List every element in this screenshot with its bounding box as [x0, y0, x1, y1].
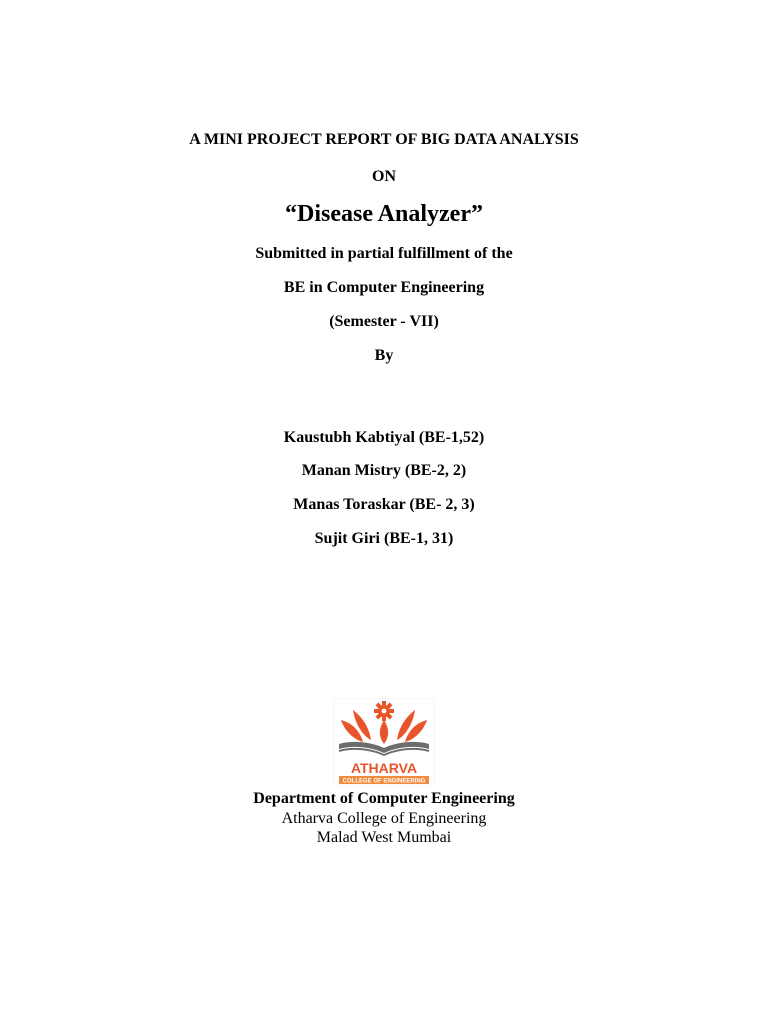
author-name: Manan Mistry (BE-2, 2)	[301, 462, 467, 479]
author-name: Manas Toraskar (BE- 2, 3)	[293, 496, 475, 513]
department-line: Department of Computer Engineering	[253, 790, 515, 807]
semester-line: (Semester - VII)	[329, 313, 439, 330]
author-name: Sujit Giri (BE-1, 31)	[314, 530, 454, 547]
atharva-logo-graphic	[333, 698, 435, 786]
college-line: Atharva College of Engineering	[281, 810, 487, 827]
degree-line: BE in Computer Engineering	[283, 279, 485, 296]
logo-wordmark: ATHARVA	[350, 760, 418, 776]
logo-subtitle: COLLEGE OF ENGINEERING	[342, 778, 426, 785]
location-line: Malad West Mumbai	[316, 829, 452, 846]
report-title: “Disease Analyzer”	[285, 201, 483, 227]
submitted-line: Submitted in partial fulfillment of the	[255, 245, 513, 262]
author-name: Kaustubh Kabtiyal (BE-1,52)	[283, 429, 485, 446]
by-line: By	[374, 347, 394, 364]
gear-icon	[374, 701, 394, 721]
college-logo	[333, 698, 435, 786]
report-on: ON	[372, 168, 396, 185]
report-heading: A MINI PROJECT REPORT OF BIG DATA ANALYSIS	[189, 131, 579, 148]
